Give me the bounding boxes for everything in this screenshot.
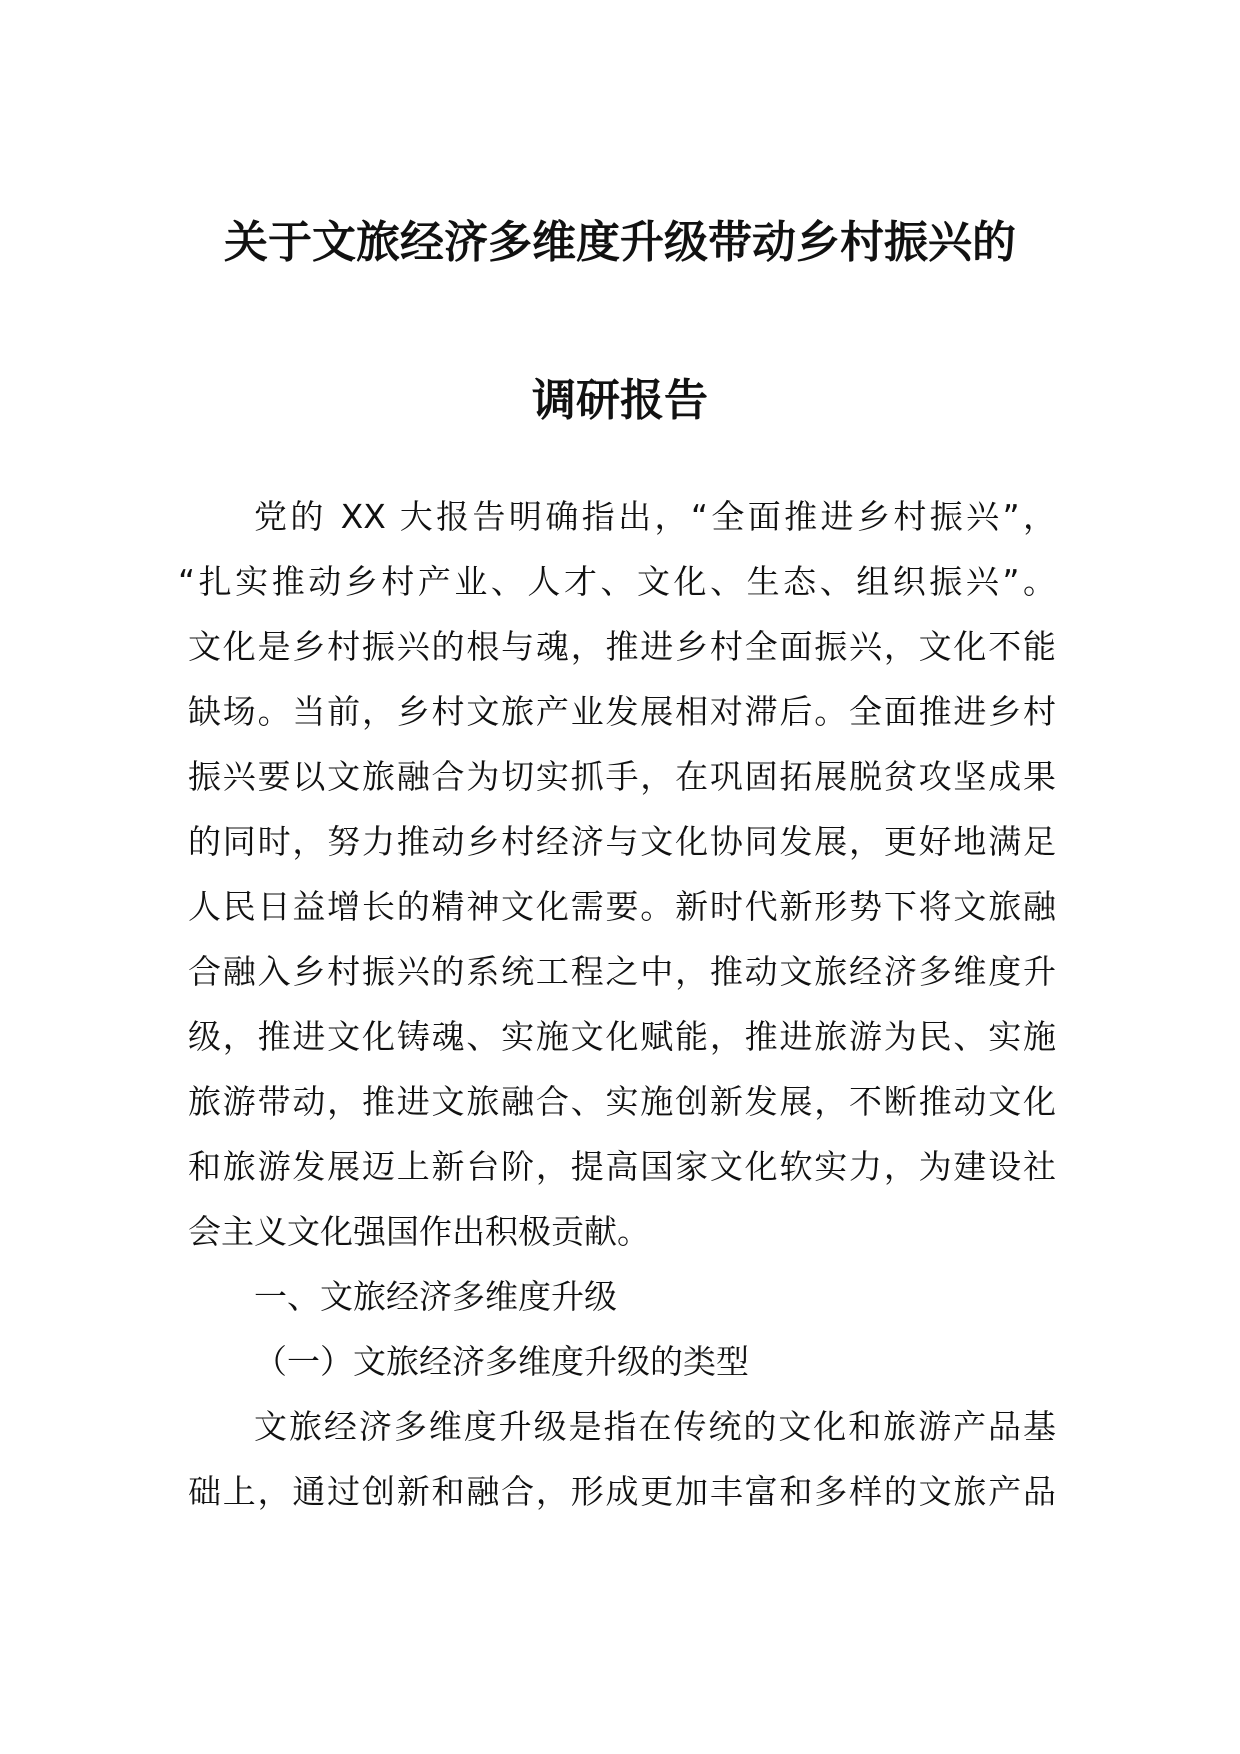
paragraph-1-line: 的同时，努力推动乡村经济与文化协同发展，更好地满足 <box>188 822 1056 861</box>
section-heading-2: （一）文旅经济多维度升级的类型 <box>254 1342 749 1381</box>
paragraph-2-line: 础上，通过创新和融合，形成更加丰富和多样的文旅产品 <box>188 1472 1056 1511</box>
paragraph-2-line: 文旅经济多维度升级是指在传统的文化和旅游产品基 <box>254 1407 1056 1446</box>
paragraph-1-line: 人民日益增长的精神文化需要。新时代新形势下将文旅融 <box>188 887 1056 926</box>
document-title-line-2: 调研报告 <box>532 375 708 426</box>
paragraph-1-line: 合融入乡村振兴的系统工程之中，推动文旅经济多维度升 <box>188 952 1056 991</box>
paragraph-1-line: 会主义文化强国作出积极贡献。 <box>188 1212 650 1251</box>
paragraph-1-line: 缺场。当前，乡村文旅产业发展相对滞后。全面推进乡村 <box>188 692 1056 731</box>
paragraph-1-line: “扎实推动乡村产业、人才、文化、生态、组织振兴”。 <box>178 562 1056 601</box>
paragraph-1-line: 和旅游发展迈上新台阶，提高国家文化软实力，为建设社 <box>188 1147 1056 1186</box>
paragraph-1-line: 党的 XX 大报告明确指出，“全面推进乡村振兴”， <box>254 497 1056 536</box>
paragraph-1-line: 文化是乡村振兴的根与魂，推进乡村全面振兴，文化不能 <box>188 627 1056 666</box>
paragraph-1-line: 旅游带动，推进文旅融合、实施创新发展，不断推动文化 <box>188 1082 1056 1121</box>
section-heading-1: 一、文旅经济多维度升级 <box>254 1277 617 1316</box>
paragraph-1-line: 级，推进文化铸魂、实施文化赋能，推进旅游为民、实施 <box>188 1017 1056 1056</box>
paragraph-1-line: 振兴要以文旅融合为切实抓手，在巩固拓展脱贫攻坚成果 <box>188 757 1056 796</box>
document-title-line-1: 关于文旅经济多维度升级带动乡村振兴的 <box>224 217 1016 268</box>
document-body <box>178 484 1056 1524</box>
